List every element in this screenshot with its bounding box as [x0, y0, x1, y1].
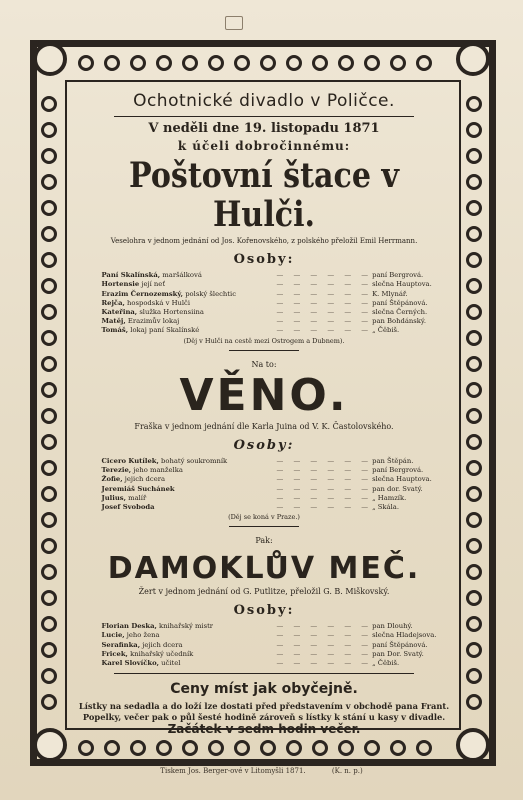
cast-actor: paní Bergrová.	[372, 271, 424, 280]
theatre-name: Ochotnické divadlo v Poličce.	[133, 91, 395, 111]
scroll-ornament	[234, 55, 250, 71]
scroll-ornament	[41, 694, 57, 710]
cast-leader-dashes: — — — — — —	[276, 307, 373, 316]
cast-character-name: Lucie,	[101, 631, 125, 640]
cast-character	[102, 494, 277, 503]
cast-leader-dashes: — — — — — —	[276, 457, 373, 465]
cast-leader-dashes: — — — — — —	[276, 475, 373, 484]
cast-row	[101, 280, 432, 289]
cast-leader-dashes: — — — — — —	[276, 271, 373, 280]
cast-leader-dashes: — — — — — —	[276, 640, 373, 649]
scroll-ornament	[466, 538, 482, 554]
cast-character-desc: bohatý soukromník	[158, 457, 228, 465]
performance-purpose: k účeli dobročinnému:	[177, 138, 351, 153]
cast-character-name: Erazim Černozemský,	[101, 289, 184, 298]
start-time-text: Začátek v sedm hodin večer.	[167, 721, 361, 736]
cast-character-name: Paní Skalínská,	[101, 271, 161, 280]
cast-row	[102, 622, 427, 631]
scroll-ornament	[466, 122, 482, 138]
cast-character-name: Cicero Kutílek,	[101, 457, 159, 465]
scroll-ornament	[390, 740, 406, 756]
cast-character-name: Rejča,	[101, 298, 125, 307]
scroll-ornament	[466, 486, 482, 502]
cast-character-desc: jejich dcera	[140, 640, 183, 649]
cast-actor: slečna Hladejsova.	[372, 631, 437, 640]
cast-leader-dashes: — — — — — —	[276, 466, 373, 475]
cast-actor: „ Hamzík.	[372, 493, 407, 502]
scroll-ornament	[182, 55, 198, 71]
scroll-ornament	[260, 740, 276, 756]
cast-character-name: Florian Deska,	[101, 622, 157, 631]
play1-subtitle: Veselohra v jednom jednání od Jos. Kořenovského, z polského přeložil Emil Herrmann.	[110, 237, 418, 246]
cast-character-name: Tomáš,	[101, 326, 129, 335]
cast-row	[101, 475, 432, 484]
play2-note: (Děj se koná v Praze.)	[228, 513, 300, 522]
performance-date: V neděli dne 19. listopadu 1871	[148, 120, 380, 136]
scroll-ornament	[78, 740, 94, 756]
cast-row	[102, 271, 427, 280]
divider	[229, 526, 299, 527]
cast-leader-dashes: — — — — — —	[276, 503, 373, 512]
play2-intro: Na to:	[251, 359, 277, 369]
play2-cast-heading: Osoby:	[233, 437, 295, 453]
cast-character	[102, 641, 277, 650]
play3-subtitle: Žert v jednom jednání od G. Putlitze, přeložil G. B. Miškovský.	[138, 587, 390, 597]
cast-character	[102, 290, 277, 299]
scroll-ornament	[466, 226, 482, 242]
cast-character-name: Josef Svoboda	[101, 503, 155, 512]
divider	[114, 116, 414, 117]
scroll-ornament	[416, 740, 432, 756]
scroll-ornament	[41, 252, 57, 268]
cast-character-name: Jeremiáš Suchánek	[101, 484, 175, 493]
scroll-ornament	[466, 642, 482, 658]
cast-leader-dashes: — — — — — —	[276, 649, 373, 658]
cast-character-name: Terezie,	[101, 466, 132, 475]
cast-leader-dashes: — — — — — —	[276, 631, 373, 640]
prices-text: Ceny míst jak obyčejně.	[170, 681, 358, 698]
scroll-ornament	[41, 408, 57, 424]
scroll-ornament	[364, 55, 380, 71]
cast-character	[102, 650, 277, 659]
scroll-ornament	[182, 740, 198, 756]
cast-character-desc: Erazimův lokaj	[125, 317, 180, 326]
scroll-ornament	[286, 55, 302, 71]
scroll-ornament	[260, 55, 276, 71]
scroll-ornament	[41, 148, 57, 164]
cast-actor: K. Mlynář.	[372, 289, 408, 298]
play1-title: Poštovní štace v Hulči.	[129, 155, 399, 235]
scroll-ornament	[466, 460, 482, 476]
scroll-ornament	[466, 174, 482, 190]
scroll-ornament	[41, 382, 57, 398]
scroll-ornament	[466, 200, 482, 216]
cast-row	[102, 317, 427, 326]
cast-character-name: Kateřina,	[101, 307, 138, 316]
divider	[229, 350, 299, 351]
scroll-ornament	[466, 616, 482, 632]
cast-character-desc: služka Hortensiina	[137, 307, 204, 316]
cast-row	[102, 494, 427, 503]
scroll-ornament	[41, 460, 57, 476]
scroll-ornament	[41, 304, 57, 320]
scroll-ornament	[208, 740, 224, 756]
scroll-ornament	[208, 55, 224, 71]
scroll-ornament	[41, 174, 57, 190]
scroll-ornament	[390, 55, 406, 71]
scroll-ornament	[312, 55, 328, 71]
cast-leader-dashes: — — — — — —	[276, 317, 373, 326]
play2-title: VĚNO.	[179, 369, 349, 421]
cast-character	[102, 308, 277, 317]
cast-actor: „ Čěbiš.	[372, 326, 400, 335]
play2-cast-list	[101, 457, 432, 512]
scroll-ornament	[104, 55, 120, 71]
play3-cast-heading: Osoby:	[233, 602, 295, 618]
cast-character	[102, 503, 277, 512]
scroll-ornament	[41, 564, 57, 580]
scroll-ornament	[41, 356, 57, 372]
printer-line	[0, 767, 523, 775]
scroll-ornament	[41, 226, 57, 242]
scroll-ornament	[78, 55, 94, 71]
cast-actor: slečna Černých.	[372, 307, 428, 316]
cast-row	[102, 308, 427, 317]
cast-character-desc: její neť	[139, 280, 166, 289]
scroll-ornament	[312, 740, 328, 756]
scroll-ornament	[466, 590, 482, 606]
cast-row	[102, 659, 427, 668]
cast-actor: pan Dor. Svatý.	[372, 649, 424, 658]
scroll-ornament	[466, 304, 482, 320]
scroll-ornament	[41, 616, 57, 632]
scroll-ornament	[41, 668, 57, 684]
cast-character	[102, 659, 277, 668]
play3-cast-list	[101, 622, 437, 668]
scroll-ornament	[466, 96, 482, 112]
scroll-ornament	[41, 486, 57, 502]
cast-character-desc: malíř	[125, 493, 147, 502]
cast-character	[102, 326, 277, 335]
scroll-ornament	[338, 740, 354, 756]
scroll-ornament	[466, 512, 482, 528]
cast-character-desc: polský šlechtic	[183, 289, 237, 298]
scroll-ornament	[41, 590, 57, 606]
cast-character	[102, 631, 277, 640]
cast-row	[101, 631, 437, 640]
scroll-ornament	[466, 434, 482, 450]
corner-ornament	[456, 42, 490, 76]
cast-row	[102, 457, 427, 466]
scroll-ornament	[338, 55, 354, 71]
cast-leader-dashes: — — — — — —	[276, 326, 373, 335]
archive-stamp	[225, 16, 243, 30]
play3-intro: Pak:	[255, 536, 273, 546]
scroll-ornament	[41, 96, 57, 112]
play3-title: DAMOKLŮV MEČ.	[107, 551, 421, 587]
poster-content	[78, 88, 450, 736]
cast-character	[102, 622, 277, 631]
play1-note: (Děj v Hulči na cestě mezi Ostrogem a Dubnem).	[183, 336, 345, 345]
cast-actor: slečna Hauptova.	[372, 280, 432, 289]
scroll-ornament	[130, 55, 146, 71]
cast-actor: paní Bergrová.	[372, 466, 424, 475]
cast-row	[102, 290, 427, 299]
cast-actor: „ Čěbiš.	[372, 659, 400, 668]
scroll-ornament	[41, 330, 57, 346]
scroll-ornament	[156, 55, 172, 71]
scroll-ornament	[104, 740, 120, 756]
printer-name: Tiskem Jos. Berger-ové v Litomyšli 1871.	[160, 767, 306, 775]
cast-leader-dashes: — — — — — —	[276, 289, 373, 298]
cast-character-name: Serafinka,	[101, 640, 141, 649]
cast-row	[102, 641, 427, 650]
scroll-ornament	[364, 740, 380, 756]
cast-character-desc: knihařský učedník	[127, 649, 194, 658]
printer-code: (K. n. p.)	[331, 767, 363, 775]
divider	[114, 673, 414, 674]
cast-character	[102, 299, 277, 308]
scroll-ornament	[466, 278, 482, 294]
cast-actor: „ Skála.	[372, 503, 399, 512]
corner-ornament	[33, 728, 67, 762]
scroll-ornament	[466, 252, 482, 268]
scroll-ornament	[416, 55, 432, 71]
scroll-ornament	[466, 330, 482, 346]
cast-actor: paní Štěpánová.	[372, 298, 428, 307]
scroll-ornament	[466, 694, 482, 710]
cast-row	[102, 650, 427, 659]
cast-leader-dashes: — — — — — —	[276, 484, 373, 493]
play1-cast-heading: Osoby:	[233, 251, 295, 267]
cast-actor: pan dor. Svatý.	[372, 484, 423, 493]
tickets-text: Lístky na sedadla a do loží lze dostati před představením v obchodě pana Frant. Popelky, večer pak o půl šesté hodině zároveň s lístky k stání u kasy v divadle.	[78, 700, 450, 722]
scroll-ornament	[156, 740, 172, 756]
scroll-ornament	[286, 740, 302, 756]
cast-character	[102, 271, 277, 280]
cast-row	[102, 485, 427, 494]
cast-character-name: Matěj,	[101, 317, 126, 326]
scroll-ornament	[466, 668, 482, 684]
cast-character-desc: lokaj paní Skalínské	[128, 326, 200, 335]
cast-leader-dashes: — — — — — —	[276, 493, 373, 502]
cast-character-desc: jeho manželka	[131, 466, 183, 475]
scroll-ornament	[41, 538, 57, 554]
cast-character-name: Fricek,	[101, 649, 128, 658]
cast-character-desc: hospodská v Hulči	[124, 298, 191, 307]
scroll-ornament	[41, 278, 57, 294]
cast-actor: pan Bohdánský.	[372, 317, 426, 326]
cast-character-desc: učitel	[158, 659, 181, 668]
cast-character	[102, 317, 277, 326]
corner-ornament	[456, 728, 490, 762]
cast-row	[102, 299, 427, 308]
cast-leader-dashes: — — — — — —	[276, 659, 373, 668]
scroll-ornament	[466, 148, 482, 164]
cast-character-name: Julius,	[101, 493, 126, 502]
cast-leader-dashes: — — — — — —	[276, 280, 373, 289]
cast-character-name: Karel Slovíčko,	[101, 659, 159, 668]
cast-actor: paní Štěpánová.	[372, 640, 428, 649]
cast-character-desc: jeho žena	[124, 631, 160, 640]
cast-actor: pan Dlouhý.	[372, 622, 413, 631]
scroll-ornament	[130, 740, 146, 756]
scroll-ornament	[234, 740, 250, 756]
cast-character-name: Hortensie	[101, 280, 140, 289]
cast-leader-dashes: — — — — — —	[276, 298, 373, 307]
corner-ornament	[33, 42, 67, 76]
cast-row	[102, 503, 427, 512]
cast-character	[102, 475, 277, 484]
scroll-ornament	[466, 408, 482, 424]
play1-cast-list	[101, 271, 432, 335]
cast-character	[102, 485, 277, 494]
scroll-ornament	[41, 512, 57, 528]
cast-character	[102, 457, 277, 466]
cast-character-name: Žofie,	[101, 475, 123, 484]
scroll-ornament	[466, 356, 482, 372]
scroll-ornament	[41, 434, 57, 450]
scroll-ornament	[41, 642, 57, 658]
scroll-ornament	[466, 564, 482, 580]
cast-character-desc: knihařský mistr	[156, 622, 214, 631]
scroll-ornament	[466, 382, 482, 398]
cast-character-desc: maršálková	[160, 271, 202, 280]
play2-subtitle: Fraška v jednom jednání dle Karla Juina od V. K. Častolovského.	[134, 421, 394, 431]
cast-row	[102, 326, 427, 335]
cast-actor: slečna Hauptova.	[372, 475, 432, 484]
cast-actor: pan Štěpán.	[372, 457, 414, 465]
scroll-ornament	[41, 200, 57, 216]
cast-character-desc: jejich dcera	[122, 475, 166, 484]
scroll-ornament	[41, 122, 57, 138]
cast-leader-dashes: — — — — — —	[276, 622, 373, 631]
cast-character	[102, 280, 277, 289]
